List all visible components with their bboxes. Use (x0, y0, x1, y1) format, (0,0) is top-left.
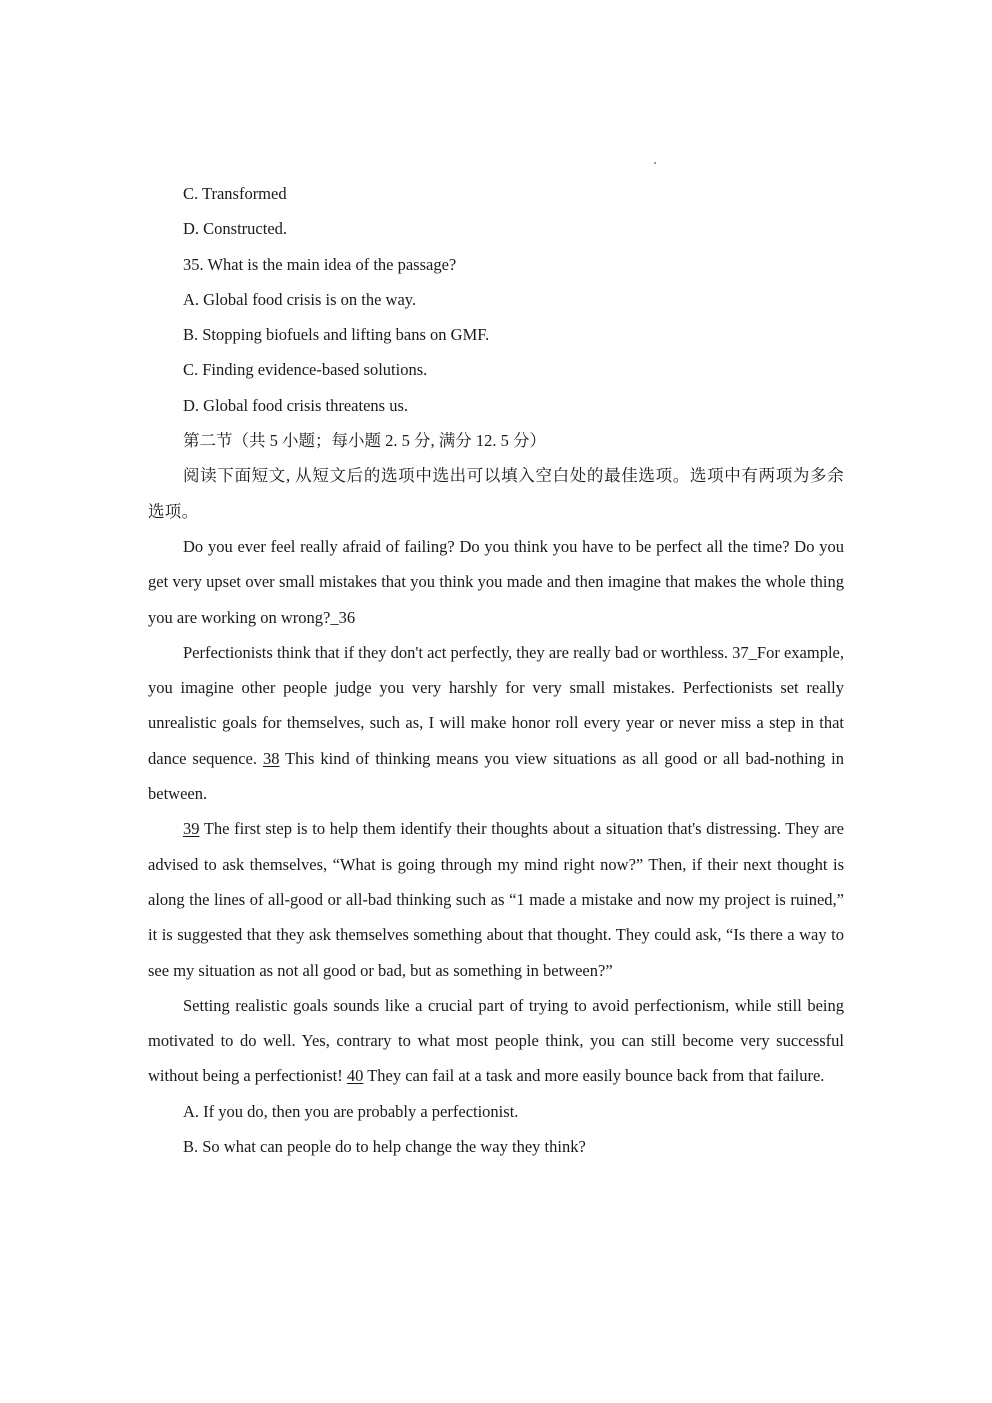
paragraph-3-text: The first step is to help them identify their thoughts about a situation that's distressing. They are advised to ask themselves, “What is going through my mind right now?” Then, if their next thought is along the lines of all-good or all-bad thinking such as “1 made a mistake and now my project is ruined,” it is suggested that they ask themselves something about that thought. They could ask, “Is there a way to see my situation as not all good or bad, but as something in between?” (148, 819, 844, 980)
passage-paragraph-1: Do you ever feel really afraid of failing? Do you think you have to be perfect all the time? Do you get very upset over small mistakes that you think you made and then imagine that makes the whole thing you are working on wrong?_36 (148, 536, 844, 627)
answer-option-b: B. So what can people do to help change the way they think? (183, 1137, 586, 1157)
option-35-b: B. Stopping biofuels and lifting bans on GMF. (183, 325, 490, 345)
passage-paragraph-2 (148, 635, 844, 811)
blank-40: 40 (346, 1066, 364, 1086)
option-34-c: C. Transformed (183, 184, 287, 203)
section-heading: 第二节（共 5 小题；每小题 2. 5 分, 满分 12. 5 分） (183, 431, 546, 451)
blank-39: 39 (183, 819, 200, 839)
passage-paragraph-3 (148, 811, 844, 987)
answer-option-a: A. If you do, then you are probably a perfectionist. (183, 1101, 519, 1121)
paragraph-2-text-a: Perfectionists think that if they don't act perfectly, they are really bad or worthless. 37_For example, you imagine other people judge you very harshly for very small mistakes. Perfectionists set really unrealistic goals for themselves, such as, I will make honor roll every year or never miss a step in that dance sequence. (148, 642, 844, 768)
option-35-d: D. Global food crisis threatens us. (183, 395, 408, 415)
passage-paragraph-4 (148, 988, 844, 1094)
option-34-d: D. Constructed. (183, 219, 288, 239)
blank-38: 38 (262, 748, 280, 768)
option-35-c: C. Finding evidence-based solutions. (183, 360, 428, 380)
scan-speck (654, 162, 656, 164)
page-content (148, 176, 844, 1164)
paragraph-4-text-b: They can fail at a task and more easily bounce back from that failure. (363, 1066, 825, 1086)
section-instruction: 阅读下面短文, 从短文后的选项中选出可以填入空白处的最佳选项。选项中有两项为多余选项。 (148, 466, 844, 521)
paragraph-4-text-a: Setting realistic goals sounds like a crucial part of trying to avoid perfectionism, while still being motivated to do well. Yes, contrary to what most people think, you can still become very successful without being a perfectionist! (148, 995, 844, 1086)
option-35-a: A. Global food crisis is on the way. (183, 289, 417, 309)
question-35: 35. What is the main idea of the passage? (183, 254, 457, 274)
paragraph-2-text-b: This kind of thinking means you view situations as all good or all bad-nothing in between. (148, 748, 845, 804)
